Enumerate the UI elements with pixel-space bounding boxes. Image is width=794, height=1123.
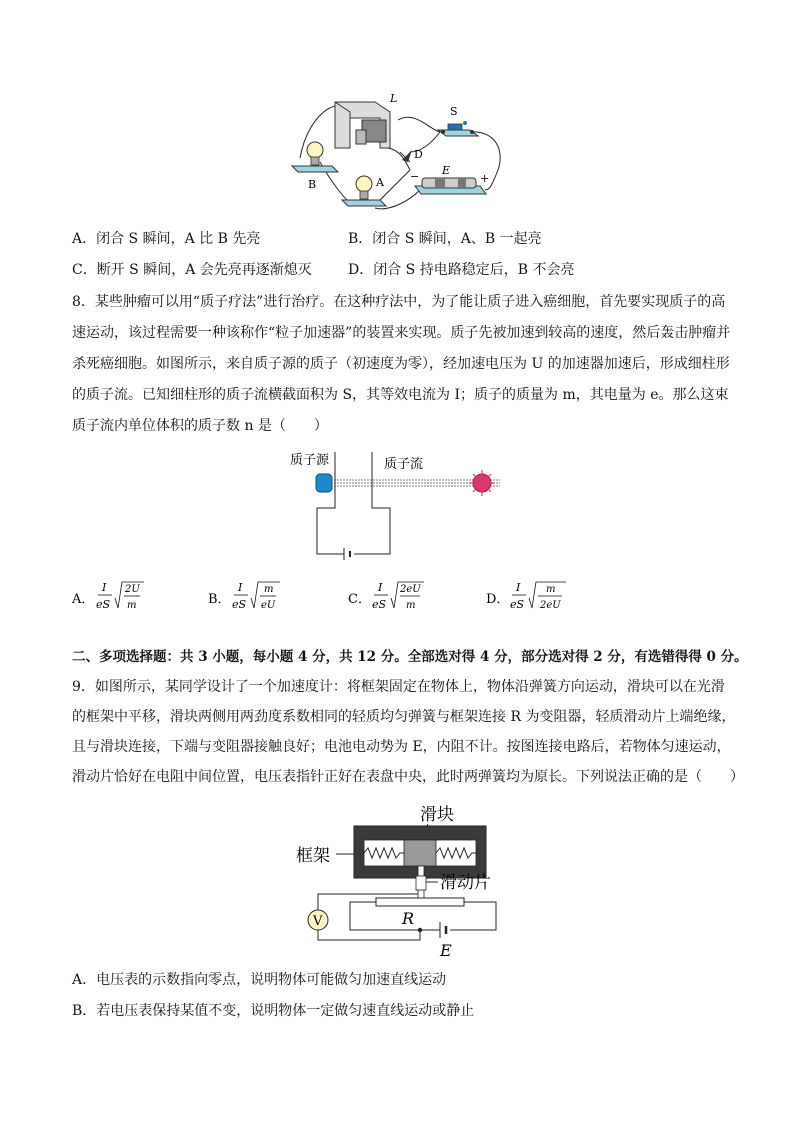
q8-option-b <box>208 578 298 622</box>
label-wiper: 滑动片 <box>440 873 491 893</box>
svg-text:V: V <box>313 914 323 929</box>
resistor <box>376 898 464 906</box>
label-plus: + <box>480 172 490 185</box>
q8-line: 8．某些肿瘤可以用“质子疗法”进行治疗。在这种疗法中，为了能让质子进入癌细胞，首先要实现质子的高 <box>72 294 726 310</box>
svg-text:m: m <box>546 584 556 595</box>
svg-text:I: I <box>102 581 107 594</box>
label-E: E <box>442 164 451 177</box>
label-A: A <box>376 176 384 189</box>
svg-text:2eU: 2eU <box>400 584 421 595</box>
q9-option-b: B．若电压表保持某值不变，说明物体一定做匀速直线运动或静止 <box>72 1003 475 1019</box>
q8-option-c <box>348 578 438 622</box>
svg-text:A．: A． <box>72 592 95 607</box>
switch-icon <box>438 121 478 136</box>
label-B: B <box>308 178 317 191</box>
accelerator-circuit <box>317 504 390 560</box>
q7-option-a: A．闭合 S 瞬间，A 比 B 先亮 <box>72 231 261 247</box>
q9-accelerometer-figure <box>290 798 510 958</box>
svg-text:m: m <box>264 584 274 595</box>
q7-option-d: D．闭合 S 持电路稳定后，B 不会亮 <box>348 262 575 278</box>
svg-text:eU: eU <box>261 600 276 611</box>
q9-option-a: A．电压表的示数指向零点，说明物体可能做匀加速直线运动 <box>72 972 447 988</box>
svg-text:I: I <box>516 581 521 594</box>
svg-text:I: I <box>378 581 383 594</box>
q9-line: 滑动片恰好在电阻中间位置，电压表指针正好在表盘中央，此时两弹簧均为原长。下列说法正确的是（ ） <box>72 769 744 785</box>
svg-text:eS: eS <box>372 598 387 611</box>
proton-source-icon <box>316 474 332 492</box>
label-proton-beam: 质子流 <box>384 457 424 472</box>
q9-line: 且与滑块连接，下端与变阻器接触良好；电池电动势为 E，内阻不计。按图连接电路后，若物体匀速运动， <box>72 739 731 755</box>
svg-text:eS: eS <box>96 598 111 611</box>
svg-text:I: I <box>238 581 243 594</box>
label-R: R <box>402 909 415 928</box>
q7-option-c: C．断开 S 瞬间，A 会先亮再逐渐熄灭 <box>72 262 312 278</box>
q8-option-a <box>72 578 162 622</box>
svg-text:D．: D． <box>486 592 510 607</box>
label-D: D <box>414 148 423 161</box>
q8-option-d <box>486 578 586 622</box>
q8-line: 的质子流。已知细柱形的质子流横截面积为 S，其等效电流为 I；质子的质量为 m，其电量为 e。那么这束 <box>72 387 729 403</box>
label-E: E <box>440 941 452 958</box>
q7-option-b: B．闭合 S 瞬间，A、B 一起亮 <box>348 231 542 247</box>
q8-line: 质子流内单位体积的质子数 n 是（ ） <box>72 418 328 434</box>
svg-text:B．: B． <box>208 592 231 607</box>
svg-text:2U: 2U <box>125 584 140 595</box>
cancer-cell-icon <box>469 470 495 496</box>
battery-icon <box>440 922 446 938</box>
svg-text:m: m <box>127 600 137 611</box>
q8-line: 杀死癌细胞。如图所示，来自质子源的质子（初速度为零），经加速电压为 U 的加速器加速后，形成细柱形 <box>72 356 730 372</box>
label-L: L <box>390 92 398 105</box>
label-frame: 框架 <box>296 846 330 866</box>
voltmeter-icon <box>308 910 328 930</box>
inductor-icon <box>335 102 390 148</box>
section-heading: 二、多项选择题：共 3 小题，每小题 4 分，共 12 分。全部选对得 4 分，部分选对得 2 分，有选错得得 0 分。 <box>72 649 748 665</box>
slider-block <box>404 840 436 866</box>
label-S: S <box>450 105 458 118</box>
svg-text:C．: C． <box>348 592 371 607</box>
q9-line: 9．如图所示，某同学设计了一个加速度计：将框架固定在物体上，物体沿弹簧方向运动，滑块可以在光滑 <box>72 679 725 695</box>
svg-text:m: m <box>406 600 416 611</box>
q7-circuit-figure <box>280 90 520 220</box>
label-minus: − <box>410 170 420 183</box>
label-proton-source: 质子源 <box>290 453 330 468</box>
q8-line: 速运动，该过程需要一种该称作“粒子加速器”的装置来实现。质子先被加速到较高的速度，然后轰击肿瘤并 <box>72 325 731 341</box>
svg-text:eS: eS <box>232 598 247 611</box>
wire <box>398 117 440 132</box>
label-slider: 滑块 <box>420 805 454 825</box>
lamp-B-icon <box>292 142 338 172</box>
q8-accelerator-figure <box>280 448 520 568</box>
battery-icon <box>415 178 486 194</box>
svg-text:2eU: 2eU <box>540 600 561 611</box>
svg-text:eS: eS <box>510 598 525 611</box>
q9-line: 的框架中平移，滑块两侧用两劲度系数相同的轻质均匀弹簧与框架连接 R 为变阻器，轻质滑动片上端绝缘， <box>72 709 736 725</box>
